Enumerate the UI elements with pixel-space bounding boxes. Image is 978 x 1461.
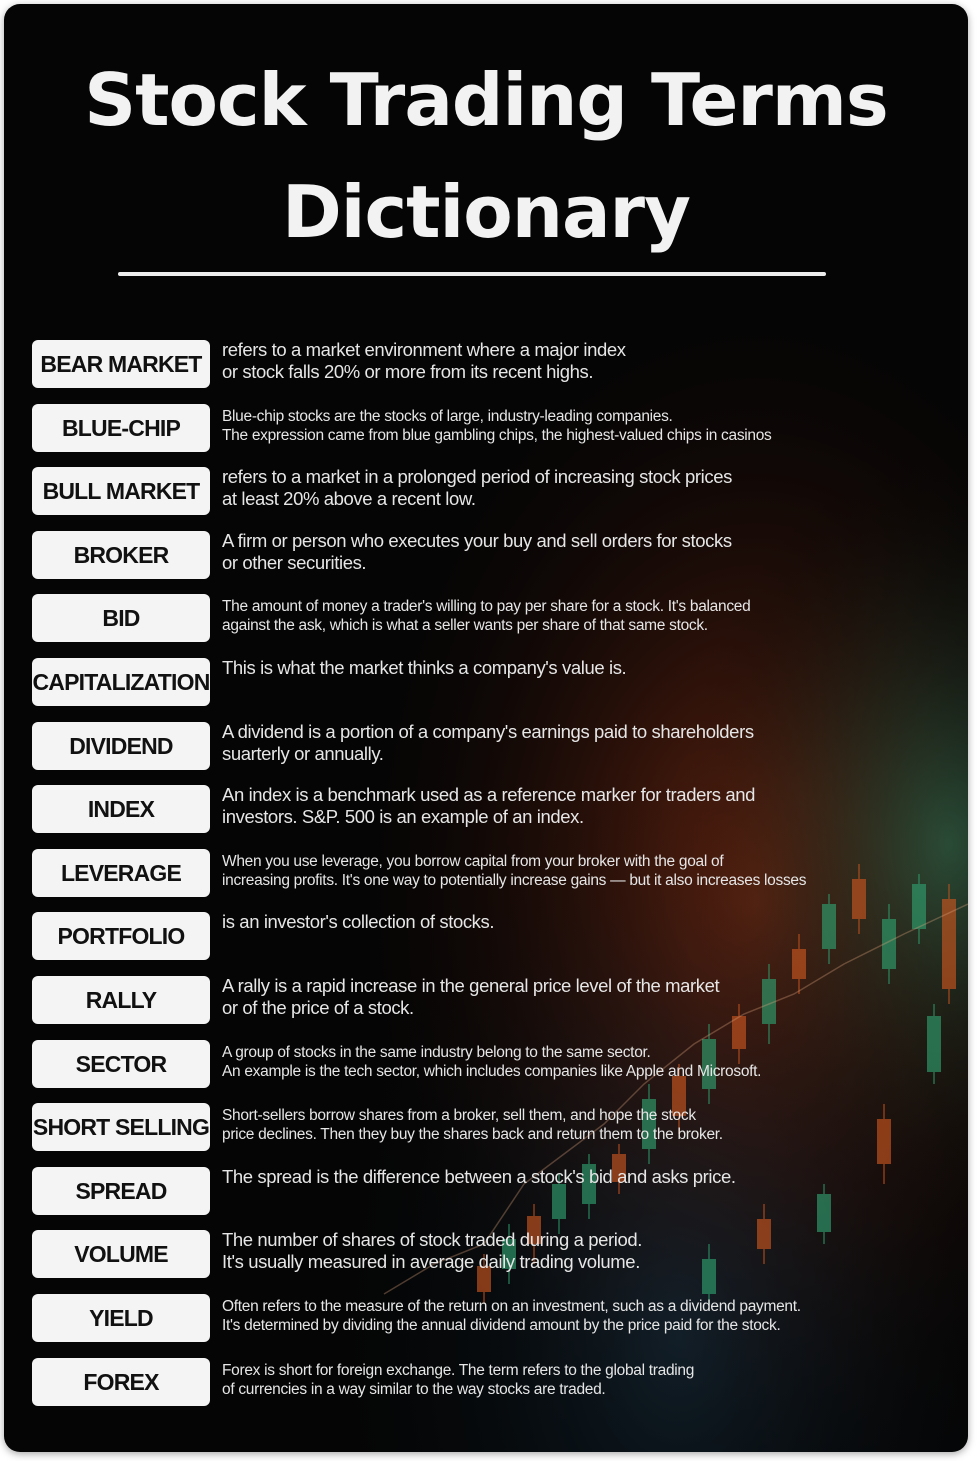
term-label: FOREX [32,1358,210,1406]
term-row [4,845,968,901]
term-row [4,972,968,1028]
term-row [4,400,968,456]
term-definition: is an investor's collection of stocks. [222,911,495,933]
page-title [4,44,968,268]
term-label: RALLY [32,976,210,1024]
term-label: BEAR MARKET [32,340,210,388]
poster [4,4,968,1452]
term-row [4,654,968,710]
term-row [4,590,968,646]
term-definition: Short-sellers borrow shares from a broker, sell them, and hope the stock price declines. Then they buy the shares back and return them to the broker. [222,1107,723,1144]
term-definition: refers to a market environment where a major index or stock falls 20% or more from its recent highs. [222,339,626,382]
term-row [4,527,968,583]
term-row [4,1163,968,1219]
term-definition: Often refers to the measure of the return on an investment, such as a dividend payment. It's determined by dividing the annual dividend amount by the price paid for the stock. [222,1298,801,1334]
term-definition: The spread is the difference between a stock's bid and asks price. [222,1165,736,1187]
term-label: BID [32,594,210,642]
term-label: BROKER [32,531,210,579]
term-label: SHORT SELLING [32,1103,210,1151]
term-definition: A dividend is a portion of a company's earnings paid to shareholders suarterly or annually. [222,720,754,764]
title-line-1: Stock Trading Terms [84,58,888,142]
term-label: INDEX [32,785,210,833]
term-row [4,336,968,392]
term-definition: refers to a market in a prolonged period of increasing stock prices at least 20% above a recent low. [222,466,732,510]
term-row [4,908,968,964]
term-label: SPREAD [32,1167,210,1215]
term-definition: The number of shares of stock traded during a period. It's usually measured in average daily trading volume. [222,1229,642,1273]
term-label: SECTOR [32,1040,210,1088]
term-label: DIVIDEND [32,722,210,770]
term-label: BLUE-CHIP [32,404,210,452]
term-label: YIELD [32,1294,210,1342]
term-row [4,1354,968,1410]
term-definition: A group of stocks in the same industry belong to the same sector. An example is the tech sector, which includes companies like Apple and Microsoft. [222,1043,762,1080]
term-label: LEVERAGE [32,849,210,897]
term-row [4,718,968,774]
term-row [4,1290,968,1346]
term-label: BULL MARKET [32,467,210,515]
term-definition: An index is a benchmark used as a reference marker for traders and investors. S&P. 500 is an example of an index. [222,784,755,828]
term-definition: Forex is short for foreign exchange. The term refers to the global trading of currencies in a way similar to the way stocks are traded. [222,1361,695,1398]
term-row [4,1099,968,1155]
term-row [4,1036,968,1092]
term-definition: A firm or person who executes your buy and sell orders for stocks or other securities. [222,529,732,573]
title-line-2: Dictionary [282,170,690,254]
term-definition: When you use leverage, you borrow capital from your broker with the goal of increasing profits. It's one way to potentially increase gains — but it also increases losses [222,852,807,889]
term-label: PORTFOLIO [32,912,210,960]
term-row [4,463,968,519]
term-row [4,1226,968,1282]
term-definition: A rally is a rapid increase in the general price level of the market or of the price of a stock. [222,975,720,1018]
title-divider [118,272,826,276]
term-label: VOLUME [32,1230,210,1278]
term-definition: This is what the market thinks a company's value is. [222,657,627,678]
term-row [4,781,968,837]
term-label: CAPITALIZATION [32,658,210,706]
term-definition: The amount of money a trader's willing to pay per share for a stock. It's balanced against the ask, which is what a seller wants per share of that same stock. [222,598,751,635]
term-definition: Blue-chip stocks are the stocks of large, industry-leading companies. The expression came from blue gambling chips, the highest-valued chips in casinos [222,407,772,444]
